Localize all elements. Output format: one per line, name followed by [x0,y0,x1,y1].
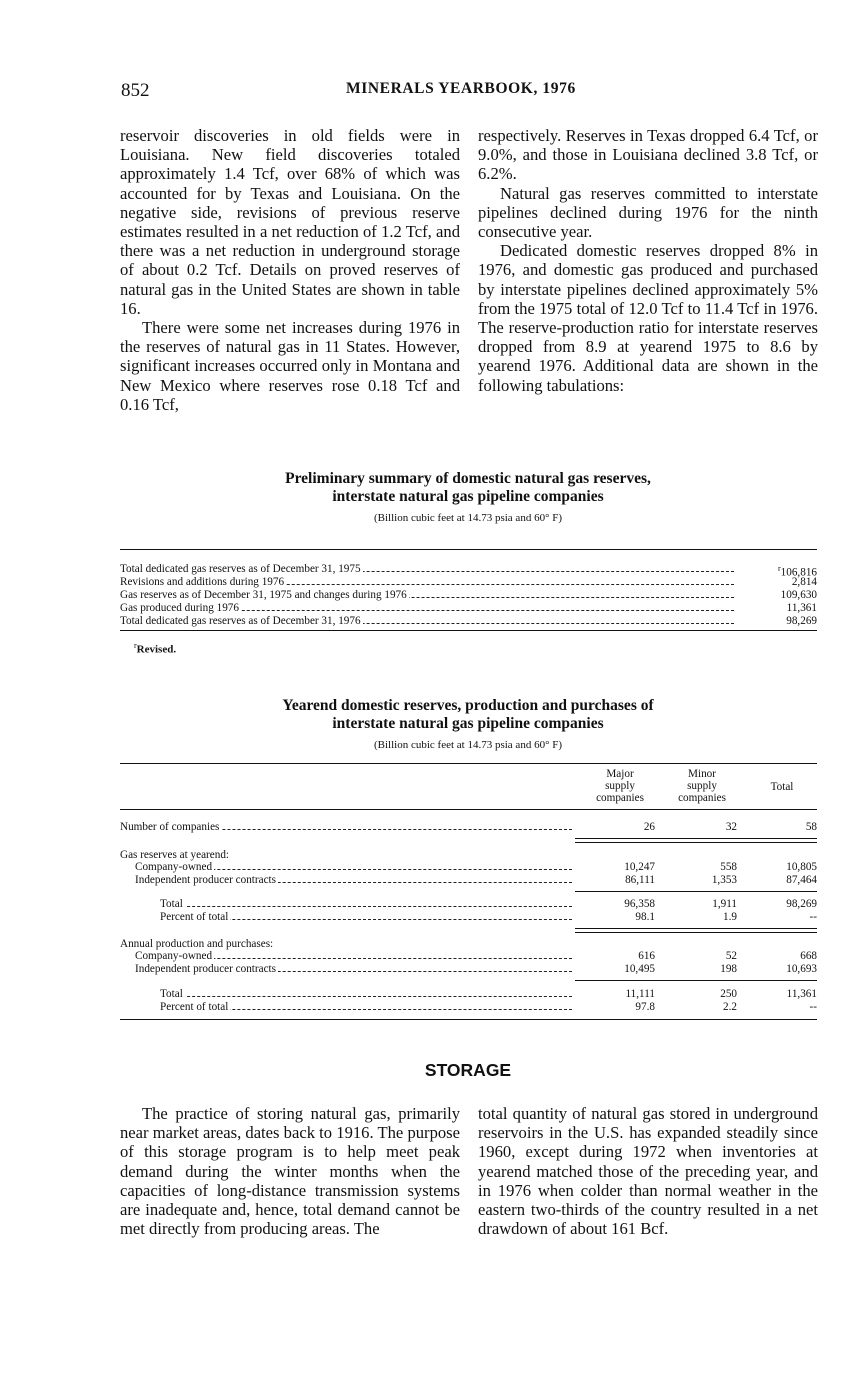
table1-row-value: 98,269 [786,615,817,627]
table1-title-line2: interstate natural gas pipeline companies [332,488,604,505]
table1-row-label: Total dedicated gas reserves as of December 31, 1975 [120,563,361,575]
row-label: Company-owned [135,950,213,962]
row-label: Independent producer contracts [135,874,277,886]
paragraph: Dedicated domestic reserves dropped 8% in 1976, and domestic gas produced and purchased by interstate pipelines declined approximately 5% from the 1975 total of 12.0 Tcf to 11.4 Tcf in 1976. The reserve-production ratio for interstate reserves dropped from 8.9 at yearend 1975 to 8.6 by yearend 1976. Additional data are shown in the following tabulations: [478,241,818,395]
running-head: MINERALS YEARBOOK, 1976 [346,80,576,97]
table1-subtitle: (Billion cubic feet at 14.73 psia and 60° F) [374,512,562,524]
cell-total: 11,361 [786,988,817,1000]
body-column-right [478,126,818,395]
cell-minor: 1.9 [723,911,737,923]
row-label: Number of companies [120,821,220,833]
table2-bottom-rule [120,1019,817,1020]
col-header-major [583,768,657,804]
column-rule [575,932,817,933]
cell-minor: 32 [725,821,737,833]
paragraph: The practice of storing natural gas, primarily near market areas, dates back to 1916. The purpose of this storage program is to help meet peak demand during the winter months when the capacities of long-distance transmission systems are inadequate and, hence, total demand cannot be met directly from producing areas. The [120,1104,460,1239]
row-label: Company-owned [135,861,213,873]
cell-major: 11,111 [625,988,655,1000]
table1-title-line1: Preliminary summary of domestic natural gas reserves, [285,470,651,487]
value: 106,816 [780,566,817,579]
header-line: Minor [688,768,716,780]
header-line: companies [678,792,726,804]
cell-minor: 2.2 [723,1001,737,1013]
column-rule [575,928,817,929]
cell-total: 668 [800,950,817,962]
table2-title-line1: Yearend domestic reserves, production and purchases of [282,697,654,714]
cell-minor: 1,911 [712,898,737,910]
paragraph: There were some net increases during 1976 in the reserves of natural gas in 11 States. However, significant increases occurred only in Montana and New Mexico where reserves rose 0.18 Tcf and 0.16 Tcf, [120,318,460,414]
footnote-mark: r [134,641,137,650]
section-heading-storage: STORAGE [424,1060,512,1080]
cell-total: 98,269 [786,898,817,910]
table1-row-label: Revisions and additions during 1976 [120,576,285,588]
cell-total: -- [809,1001,817,1013]
row-label: Percent of total [160,911,229,923]
table1-bottom-rule [120,630,817,631]
footnote-mark: r [777,564,781,573]
table1-footnote [134,641,176,656]
table1-row-value: 11,361 [786,602,817,614]
table1-row-label: Gas produced during 1976 [120,602,239,614]
body-column-left [120,126,460,414]
cell-total: -- [809,911,817,923]
header-line: supply [687,780,717,792]
section-heading: Annual production and purchases: [120,938,274,950]
column-rule [575,980,817,981]
paragraph: Natural gas reserves committed to interstate pipelines declined during 1976 for the ninth consecutive year. [478,183,818,242]
header-line: companies [596,792,644,804]
section-heading: Gas reserves at yearend: [120,849,230,861]
column-rule [575,842,817,843]
cell-major: 86,111 [625,874,655,886]
header-line: supply [605,780,635,792]
cell-major: 10,247 [624,861,655,873]
page-number: 852 [121,80,150,101]
col-header-minor [664,768,740,804]
paragraph: respectively. Reserves in Texas dropped 6.4 Tcf, or 9.0%, and those in Louisiana declined 3.8 Tcf, or 6.2%. [478,126,818,184]
table2-subtitle: (Billion cubic feet at 14.73 psia and 60° F) [374,739,562,751]
table1-row-label: Gas reserves as of December 31, 1975 and changes during 1976 [120,589,407,601]
body-column-right [478,1104,818,1238]
table1-row-label: Total dedicated gas reserves as of December 31, 1976 [120,615,361,627]
cell-major: 96,358 [624,898,655,910]
cell-minor: 558 [720,861,737,873]
dot-leader [162,906,572,907]
cell-major: 97.8 [635,1001,655,1013]
cell-major: 98.1 [635,911,655,923]
cell-major: 10,495 [624,963,655,975]
row-label: Total [160,898,183,910]
cell-minor: 198 [720,963,737,975]
cell-total: 58 [805,821,817,833]
cell-total: 10,693 [786,963,817,975]
cell-major: 616 [638,950,655,962]
cell-total: 87,464 [786,874,817,886]
body-column-left [120,1104,460,1238]
row-label: Percent of total [160,1001,229,1013]
table1-row-value: 2,814 [791,576,817,588]
dot-leader [162,996,572,997]
table2-header-rule [120,809,817,810]
column-rule [575,891,817,892]
table2-title-line2: interstate natural gas pipeline companies [332,715,604,732]
row-label: Independent producer contracts [135,963,277,975]
paragraph: reservoir discoveries in old fields were in Louisiana. New field discoveries totaled approximately 1.4 Tcf, over 68% of which was accounted for by Texas and Louisiana. On the negative side, revisions of previous reserve estimates resulted in a net reduction of 1.2 Tcf, and there was a net reduction in underground storage of about 0.2 Tcf. Details on proved reserves of natural gas in the United States are shown in table 16. [120,126,460,318]
cell-minor: 52 [725,950,737,962]
footnote-text: Revised. [136,643,177,656]
cell-total: 10,805 [786,861,817,873]
col-header-total: Total [770,781,794,793]
cell-minor: 250 [720,988,737,1000]
cell-minor: 1,353 [711,874,737,886]
table1-top-rule [120,549,817,550]
table2-top-rule [120,763,817,764]
paragraph: total quantity of natural gas stored in underground reservoirs in the U.S. has expanded steadily since 1960, except during 1972 when inventories at yearend matched those of the preceding year, and in 1976 when colder than normal weather in the eastern two-thirds of the country resulted in a net drawdown of about 161 Bcf. [478,1104,818,1239]
column-rule [575,838,817,839]
table1-row-value: 109,630 [780,589,817,601]
row-label: Total [160,988,183,1000]
header-line: Major [606,768,634,780]
cell-major: 26 [643,821,655,833]
